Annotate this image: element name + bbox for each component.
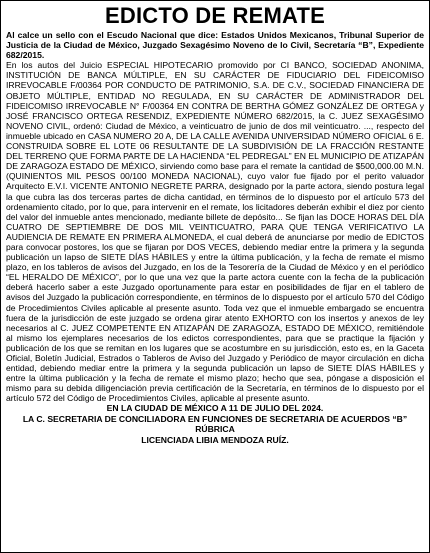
- notice-title: EDICTO DE REMATE: [105, 3, 325, 28]
- court-seal-header: Al calce un sello con el Escudo Nacional que dice: Estados Unidos Mexicanos, Tribunal Superior de Justicia de la Ciudad de México, Juzgado Sexagésimo Noveno de lo Civil, Secretaría “B”, Expediente 682/2015.: [6, 30, 424, 61]
- rubrica-line: RÚBRICA: [195, 424, 235, 435]
- secretary-line: LA C. SECRETARIA DE CONCILIADORA EN FUNCIONES DE SECRETARIA DE ACUERDOS “B”: [22, 413, 408, 424]
- signer-name: LICENCIADA LIBIA MENDOZA RUÍZ.: [141, 434, 289, 445]
- date-line: EN LA CIUDAD DE MÉXICO A 11 DE JULIO DEL 2024.: [106, 403, 324, 414]
- notice-body: En los autos del Juicio ESPECIAL HIPOTECARIO promovido por CI BANCO, SOCIEDAD ANONIMA, INSTITUCIÓN DE BANCA MÚLTIPLE, EN SU CARÁCTER DE FIDUCIARIO DEL FIDEICOMISO IRREVOCABLE F/00364 POR CONDUCTO DE PATRIMONIO, S.A. DE C.V., SOCIEDAD FINANCIERA DE OBJETO MÚLTIPLE, ENTIDAD NO REGULADA, EN SU CARÁCTER DE ADMINISTRADOR DEL FIDEICOMISO IRREVOCABLE N° F/00364 EN CONTRA DE BERTHA GÓMEZ GONZÁLEZ DE ORTEGA y JOSÉ FRANCISCO ORTEGA RESENDIZ, EXPEDIENTE NÚMERO 682/2015, la C. JUEZ SEXAGÉSIMO NOVENO CIVIL, ordenó: Ciudad de México, a veinticuatro de junio de dos mil veinticuatro. ..., respecto del inmueble ubicado en CASA NUMERO 20 A, DE LA CALLE AVENIDA UNIVERSIDAD NÚMERO OFICIAL 6 E. CONSTRUIDA SOBRE EL LOTE 06 RESULTANTE DE LA SUBDIVISIÓN DE LA FRACCIÓN RESTANTE DEL TERRENO QUE FORMA PARTE DE LA HACIENDA “EL PEDREGAL” EN EL MUNICIPIO DE ATIZAPÁN DE ZARAGOZA ESTADO DE MÉXICO, sirviendo como base para el remate la cantidad de $500,000.00 M.N. (QUINIENTOS MIL PESOS 00/100 MONEDA NACIONAL), cuyo valor fue fijado por el perito valuador Arquitecto E.V.I. VICENTE ANTONIO NEGRETE PARRA, designado por la parte actora, siendo postura legal la que cubra las dos terceras partes de dicha cantidad, en términos de lo dispuesto por el artículo 573 del ordenamiento citado, por lo que, para intervenir en el remate, los licitadores deberán exhibir el diez por ciento del valor del inmueble antes mencionado, mediante billete de depósito... Se fijan las DOCE HORAS DEL DÍA CUATRO DE SEPTIEMBRE DE DOS MIL VEINTICUATRO, PARA QUE TENGA VERIFICATIVO LA AUDIENCIA DE REMATE EN PRIMERA ALMONEDA, el cual deberá de anunciarse por medio de EDICTOS para convocar postores, los que se fijaran por DOS VECES, debiendo mediar entre la primera y la segunda publicación un lapso de SIETE DÍAS HÁBILES y entre la última publicación, y la fecha de remate el mismo plazo, en los tableros de avisos del Juzgado, en los de la Tesorería de la Ciudad de México y en el periódico “EL HERALDO DE MÉXICO”, por lo que una vez que la parte actora cuente con la fecha de la publicación deberá hacerlo saber a este Juzgado oportunamente para estar en posibilidades de fijar en el tablero de avisos del Juzgado la publicación correspondiente, en términos de lo dispuesto por el artículo 570 del Código de Procedimientos Civiles aplicable al presente asunto. Toda vez que el inmueble embargado se encuentra fuera de la jurisdicción de este juzgado se ordena girar atento EXHORTO con los insertos y anexos de ley necesarios al C. JUEZ COMPETENTE EN ATIZAPÁN DE ZARAGOZA, ESTADO DE MÉXICO, remitiéndole al mismo los ejemplares necesarios de los edictos correspondientes, para que se practique la fijación y publicación de los que se remitan en los lugares que se acostumbre en su jurisdicción, esto es, en la Gaceta Oficial, Boletín Judicial, Estrados o Tableros de Aviso del Juzgado y Periódico de mayor circulación en dicha entidad, debiendo mediar entre la primera y la segunda publicación un lapso de SIETE DÍAS HÁBILES y entre la última publicación y la fecha de remate el mismo plazo; hecho que sea, póngase a disposición el mismo para su debida diligenciación previa certificación de la Secretaría, en términos de lo dispuesto por el artículo 572 del Código de Procedimientos Civiles, aplicable al presente asunto.: [6, 60, 424, 404]
